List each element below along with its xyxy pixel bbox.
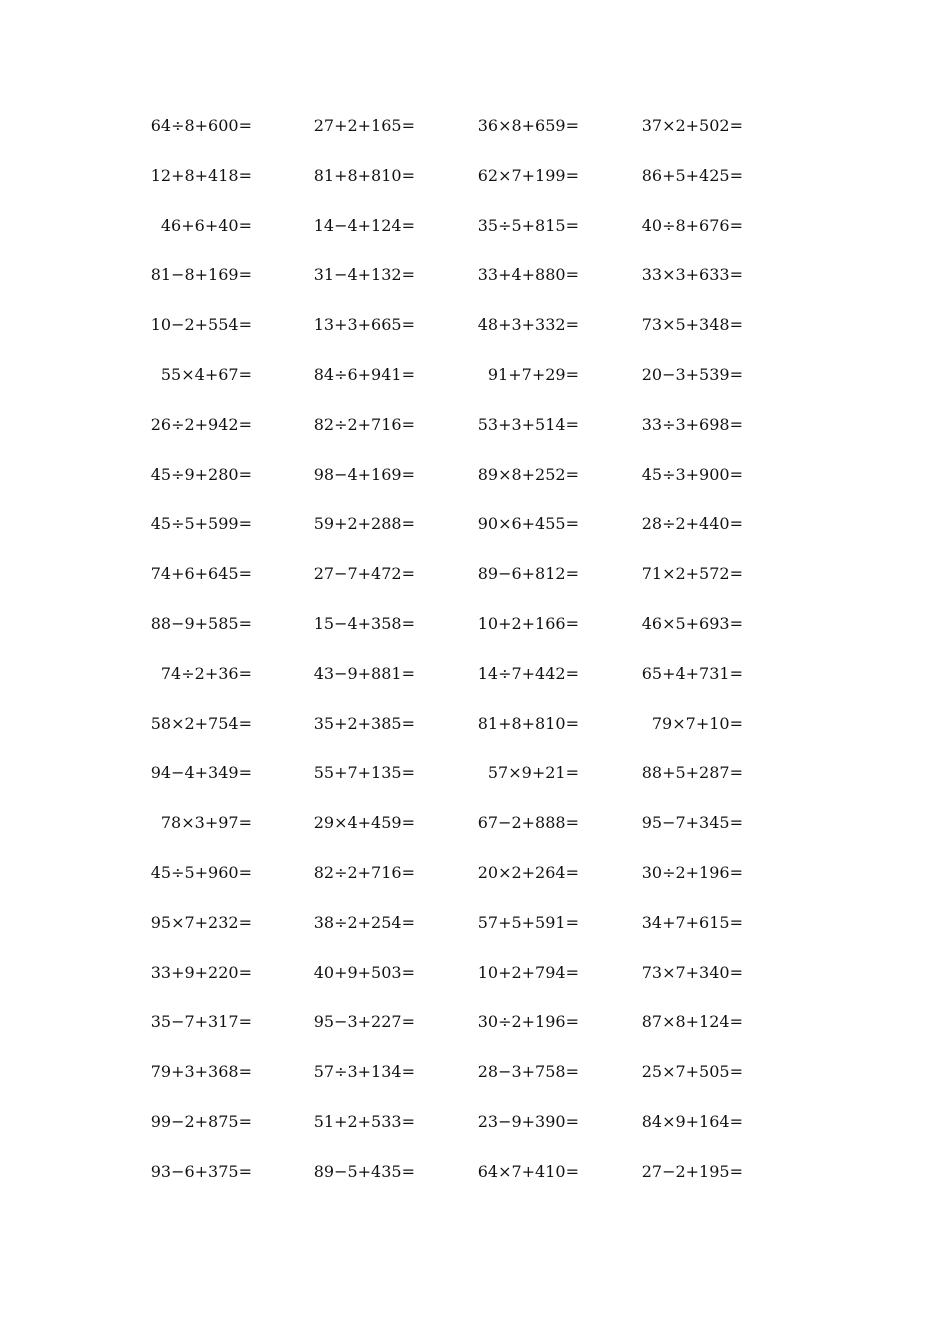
math-problem: 12+8+418= [150,165,252,185]
math-problem: 27+2+165= [313,116,415,135]
problem-row [0,1056,950,1106]
math-problem: 89×8+252= [477,464,579,484]
math-problem: 51+2+533= [313,1111,415,1131]
problem-row [0,1156,950,1206]
problem-row [0,857,950,907]
math-problem: 84×9+164= [641,1111,743,1131]
problem-row [0,1006,950,1056]
math-problem: 57×9+21= [487,763,579,783]
math-problem: 87×8+124= [641,1012,743,1032]
math-problem: 45÷9+280= [150,464,252,484]
math-problem: 14−4+124= [313,215,415,235]
math-problem: 89−5+435= [313,1161,415,1181]
math-problem: 46×5+693= [641,613,743,633]
math-problem: 34+7+615= [641,912,743,932]
math-problem: 35−7+317= [150,1012,252,1032]
math-problem: 81+8+810= [477,713,579,733]
math-problem: 37×2+502= [641,116,743,135]
math-problem: 86+5+425= [641,165,743,185]
math-problem: 27−2+195= [641,1161,743,1181]
math-problem: 79×7+10= [651,713,743,733]
math-problem: 26÷2+942= [150,414,252,434]
math-problem: 64×7+410= [477,1161,579,1181]
math-problem: 10+2+794= [477,962,579,982]
problem-row [0,259,950,309]
problem-row [0,807,950,857]
math-problem: 35÷5+815= [477,215,579,235]
math-problem: 57+5+591= [477,912,579,932]
math-problem: 71×2+572= [641,564,743,584]
math-problem: 81+8+810= [313,165,415,185]
math-problem: 59+2+288= [313,514,415,534]
math-problem: 33÷3+698= [641,414,743,434]
math-problem: 40+9+503= [313,962,415,982]
math-problem: 25×7+505= [641,1062,743,1082]
problem-row [0,907,950,957]
math-problem: 67−2+888= [477,813,579,833]
math-problem: 31−4+132= [313,265,415,285]
math-problem: 95−7+345= [641,813,743,833]
math-problem: 33+9+220= [150,962,252,982]
problem-row [0,160,950,210]
math-problem: 45÷5+599= [150,514,252,534]
math-problem: 95−3+227= [313,1012,415,1032]
math-problem: 33+4+880= [477,265,579,285]
math-problem: 10−2+554= [150,315,252,335]
problem-row [0,359,950,409]
math-problem: 30÷2+196= [641,862,743,882]
math-problem: 73×5+348= [641,315,743,335]
worksheet [0,110,950,1206]
math-problem: 79+3+368= [150,1062,252,1082]
math-problem: 93−6+375= [150,1161,252,1181]
math-problem: 35+2+385= [313,713,415,733]
problem-row [0,1106,950,1156]
math-problem: 46+6+40= [160,215,252,235]
math-problem: 36×8+659= [477,116,579,135]
math-problem: 53+3+514= [477,414,579,434]
math-problem: 94−4+349= [150,763,252,783]
problem-row [0,508,950,558]
math-problem: 20×2+264= [477,862,579,882]
math-problem: 20−3+539= [641,364,743,384]
math-problem: 62×7+199= [477,165,579,185]
math-problem: 30÷2+196= [477,1012,579,1032]
math-problem: 73×7+340= [641,962,743,982]
math-problem: 23−9+390= [477,1111,579,1131]
problem-row [0,757,950,807]
math-problem: 88−9+585= [150,613,252,633]
math-problem: 98−4+169= [313,464,415,484]
math-problem: 55+7+135= [313,763,415,783]
math-problem: 45÷5+960= [150,862,252,882]
math-problem: 74÷2+36= [160,663,252,683]
math-problem: 43−9+881= [313,663,415,683]
math-problem: 89−6+812= [477,564,579,584]
math-problem: 95×7+232= [150,912,252,932]
math-problem: 64÷8+600= [150,116,252,135]
math-problem: 58×2+754= [150,713,252,733]
problem-row [0,708,950,758]
math-problem: 55×4+67= [160,364,252,384]
problem-row [0,459,950,509]
math-problem: 81−8+169= [150,265,252,285]
math-problem: 40÷8+676= [641,215,743,235]
math-problem: 57÷3+134= [313,1062,415,1082]
math-problem: 28−3+758= [477,1062,579,1082]
problem-row [0,309,950,359]
math-problem: 65+4+731= [641,663,743,683]
problem-row [0,658,950,708]
math-problem: 14÷7+442= [477,663,579,683]
problem-row [0,608,950,658]
math-problem: 84÷6+941= [313,364,415,384]
math-problem: 99−2+875= [150,1111,252,1131]
math-problem: 82÷2+716= [313,414,415,434]
math-problem: 27−7+472= [313,564,415,584]
math-problem: 38÷2+254= [313,912,415,932]
math-problem: 88+5+287= [641,763,743,783]
math-problem: 74+6+645= [150,564,252,584]
math-problem: 10+2+166= [477,613,579,633]
problem-row [0,210,950,260]
math-problem: 90×6+455= [477,514,579,534]
problem-row [0,957,950,1007]
math-problem: 48+3+332= [477,315,579,335]
problem-row [0,558,950,608]
math-problem: 78×3+97= [160,813,252,833]
math-problem: 91+7+29= [487,364,579,384]
problem-row [0,409,950,459]
math-problem: 28÷2+440= [641,514,743,534]
math-problem: 33×3+633= [641,265,743,285]
math-problem: 29×4+459= [313,813,415,833]
problem-row [0,110,950,160]
math-problem: 82÷2+716= [313,862,415,882]
math-problem: 45÷3+900= [641,464,743,484]
math-problem: 15−4+358= [313,613,415,633]
math-problem: 13+3+665= [313,315,415,335]
